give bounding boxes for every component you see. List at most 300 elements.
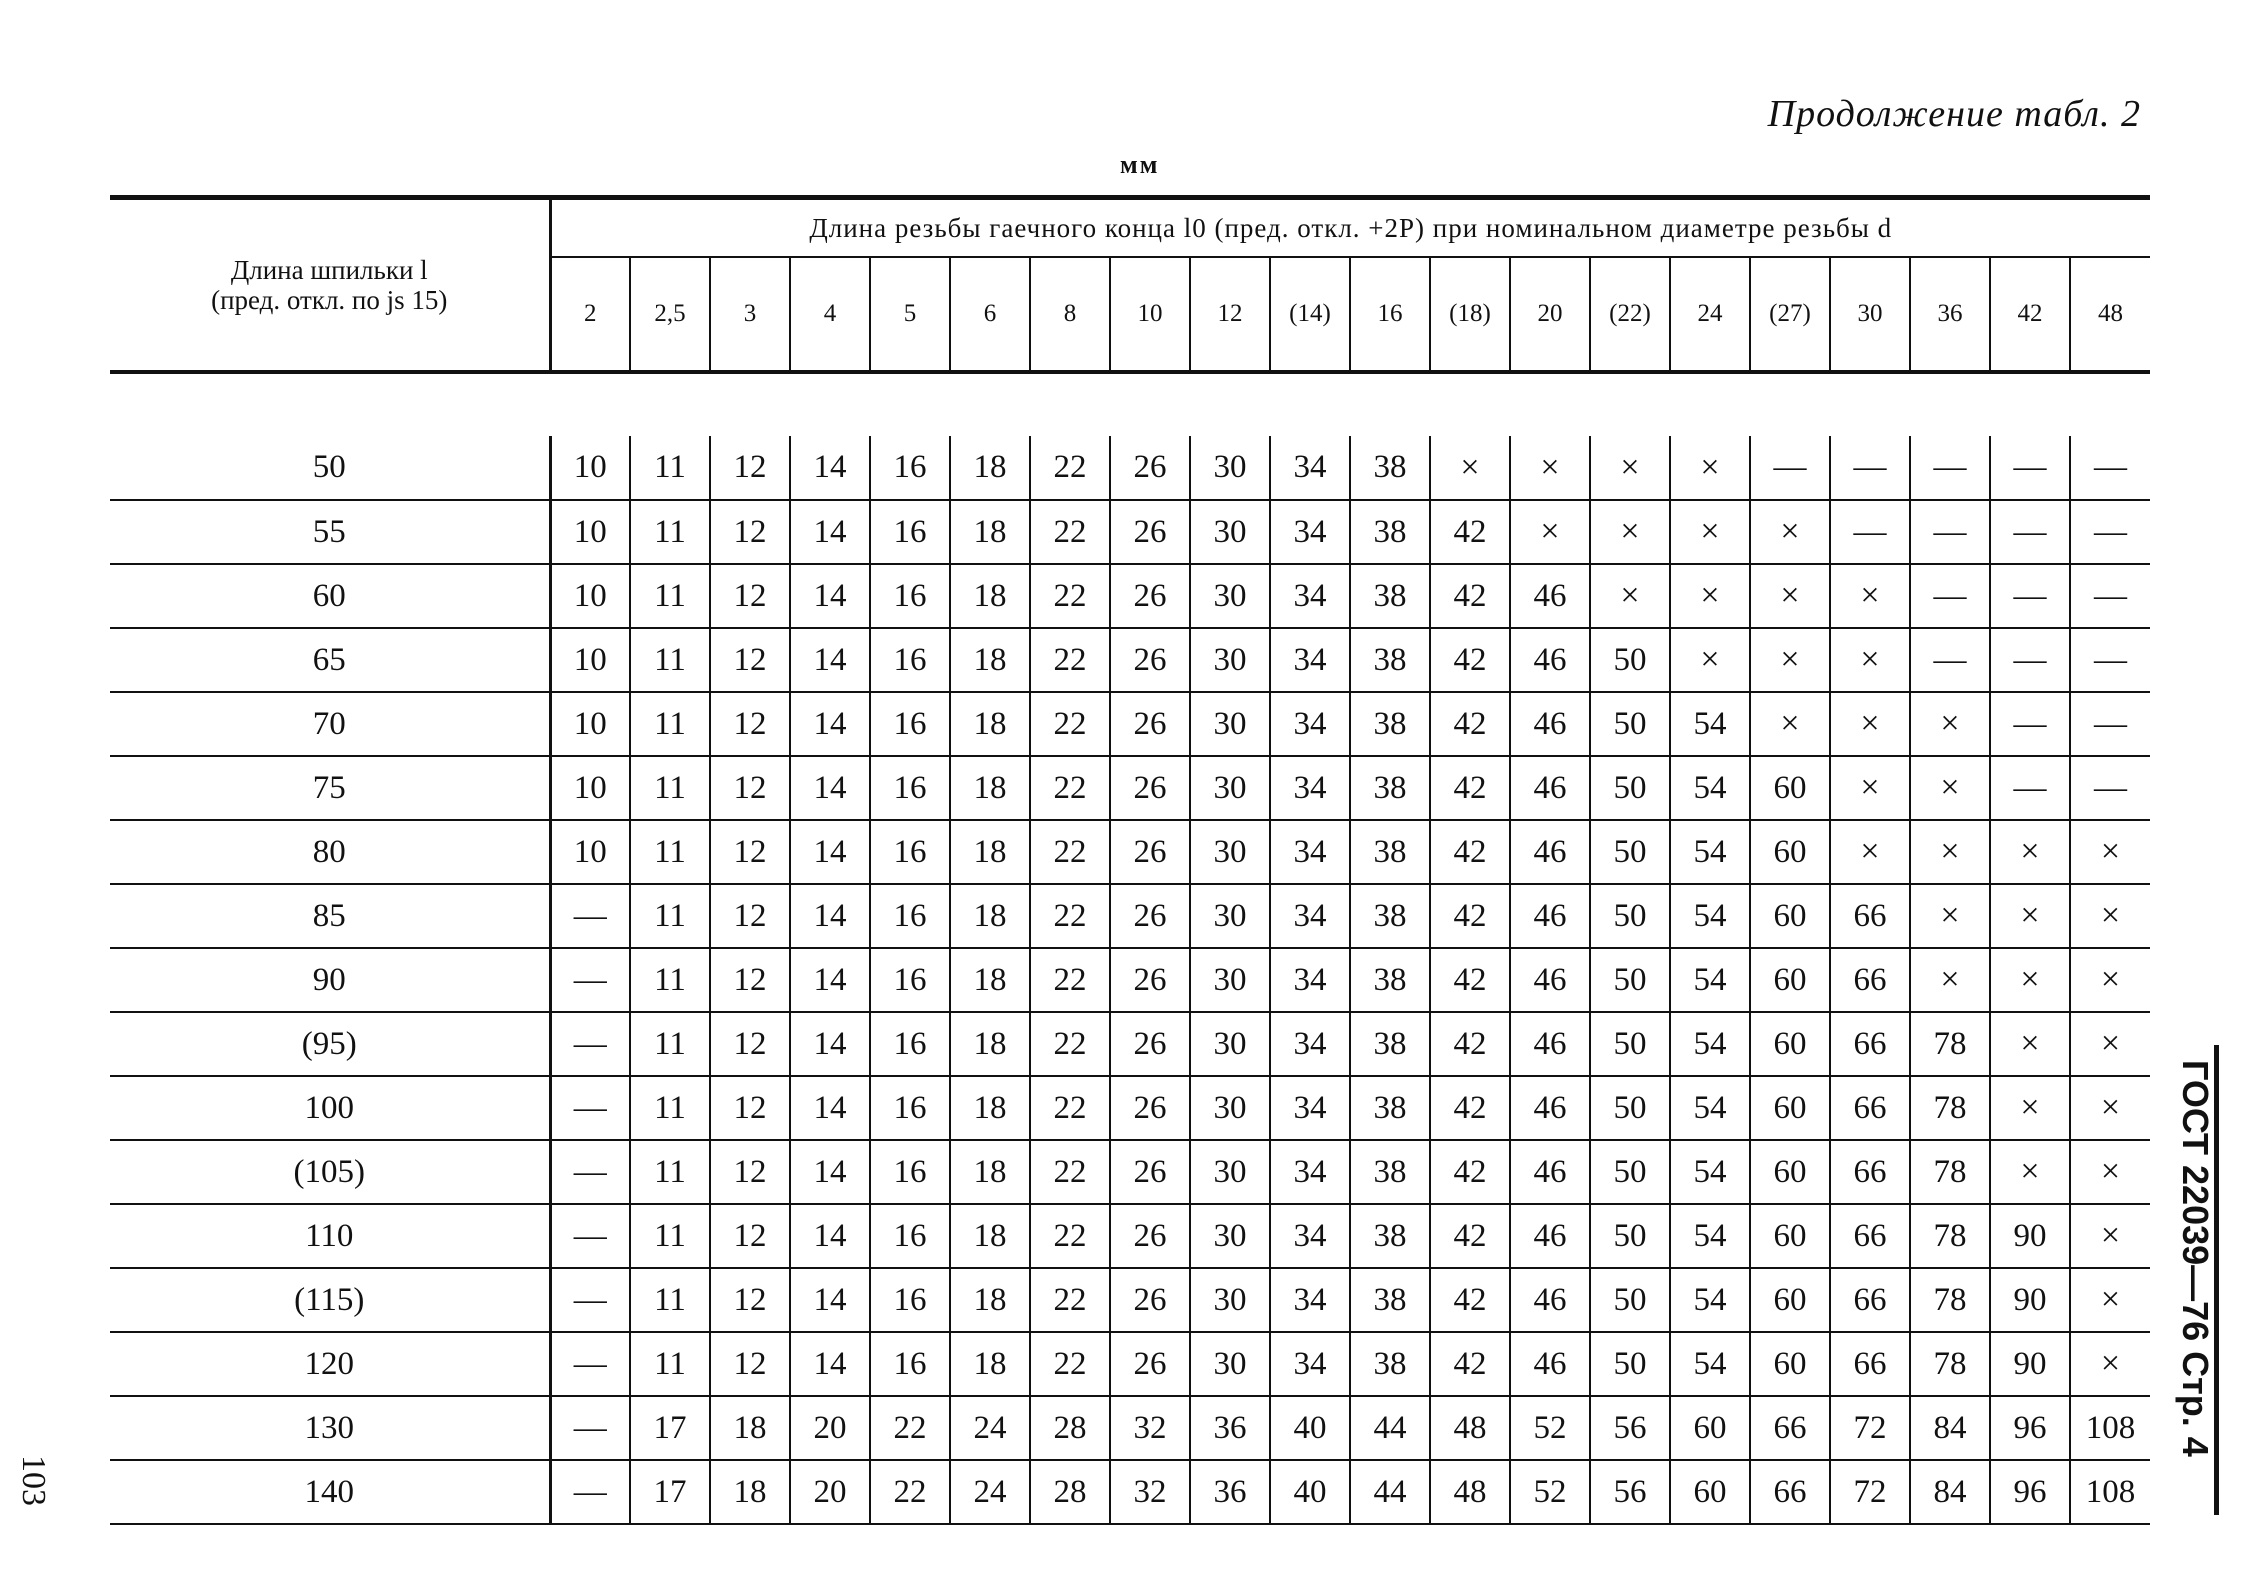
thread-length-cell: 42 xyxy=(1430,820,1510,884)
thread-length-cell: 38 xyxy=(1350,1204,1430,1268)
thread-length-cell: — xyxy=(1750,436,1830,500)
stud-length-cell: 140 xyxy=(110,1460,550,1524)
thread-length-cell: 34 xyxy=(1270,436,1350,500)
thread-length-cell: 50 xyxy=(1590,884,1670,948)
thread-length-cell: 14 xyxy=(790,436,870,500)
thread-length-cell: 26 xyxy=(1110,564,1190,628)
thread-length-cell: × xyxy=(1670,500,1750,564)
thread-length-cell: × xyxy=(1750,564,1830,628)
thread-length-cell: 18 xyxy=(950,500,1030,564)
thread-length-cell: 46 xyxy=(1510,948,1590,1012)
thread-length-cell: 18 xyxy=(950,1332,1030,1396)
thread-length-cell: 54 xyxy=(1670,1332,1750,1396)
diameter-header-cell: 12 xyxy=(1190,257,1270,372)
thread-length-cell: 26 xyxy=(1110,436,1190,500)
stud-length-cell: 55 xyxy=(110,500,550,564)
thread-length-cell: 12 xyxy=(710,1268,790,1332)
thread-length-cell: 26 xyxy=(1110,1012,1190,1076)
thread-length-cell: 18 xyxy=(950,628,1030,692)
thread-length-cell: 11 xyxy=(630,820,710,884)
table-row xyxy=(110,1268,2150,1332)
thread-length-cell: 66 xyxy=(1830,1204,1910,1268)
thread-length-cell: 90 xyxy=(1990,1268,2070,1332)
thread-length-cell: 54 xyxy=(1670,1204,1750,1268)
thread-length-cell: 48 xyxy=(1430,1396,1510,1460)
table-row xyxy=(110,1460,2150,1524)
diameter-header-cell: 2 xyxy=(550,257,630,372)
thread-length-cell: — xyxy=(1830,436,1910,500)
thread-length-cell: 46 xyxy=(1510,756,1590,820)
thread-length-cell: 12 xyxy=(710,1204,790,1268)
thread-length-cell: 11 xyxy=(630,1268,710,1332)
thread-length-cell: — xyxy=(1990,628,2070,692)
thread-length-cell: × xyxy=(1590,564,1670,628)
thread-length-cell: 48 xyxy=(1430,1460,1510,1524)
thread-length-cell: 38 xyxy=(1350,1268,1430,1332)
thread-length-cell: × xyxy=(2070,884,2150,948)
thread-length-cell: — xyxy=(1990,564,2070,628)
thread-length-cell: 22 xyxy=(1030,1076,1110,1140)
thread-length-cell: 46 xyxy=(1510,1012,1590,1076)
thread-length-cell: 14 xyxy=(790,1140,870,1204)
thread-length-cell: × xyxy=(1510,500,1590,564)
thread-length-cell: — xyxy=(550,1268,630,1332)
thread-length-cell: 60 xyxy=(1750,948,1830,1012)
thread-length-cell: 50 xyxy=(1590,1332,1670,1396)
thread-length-cell: 14 xyxy=(790,692,870,756)
thread-length-cell: × xyxy=(2070,820,2150,884)
thread-length-cell: × xyxy=(1670,436,1750,500)
stud-length-cell: 50 xyxy=(110,436,550,500)
thread-length-cell: 30 xyxy=(1190,1332,1270,1396)
thread-length-cell: 30 xyxy=(1190,436,1270,500)
thread-length-cell: × xyxy=(1510,436,1590,500)
thread-length-cell: 12 xyxy=(710,1140,790,1204)
thread-length-cell: 26 xyxy=(1110,692,1190,756)
thread-length-cell: 12 xyxy=(710,884,790,948)
thread-length-cell: 26 xyxy=(1110,1268,1190,1332)
thread-length-cell: 22 xyxy=(1030,1140,1110,1204)
stud-length-cell: 75 xyxy=(110,756,550,820)
thread-length-cell: 18 xyxy=(710,1396,790,1460)
thread-length-cell: 46 xyxy=(1510,628,1590,692)
thread-length-cell: — xyxy=(550,1012,630,1076)
thread-length-cell: 50 xyxy=(1590,1012,1670,1076)
thread-length-cell: 34 xyxy=(1270,1012,1350,1076)
thread-length-cell: 34 xyxy=(1270,1204,1350,1268)
thread-length-cell: 11 xyxy=(630,692,710,756)
thread-length-cell: 50 xyxy=(1590,1204,1670,1268)
thread-length-cell: 30 xyxy=(1190,820,1270,884)
thread-length-cell: — xyxy=(1910,500,1990,564)
stud-length-cell: 60 xyxy=(110,564,550,628)
thread-length-cell: × xyxy=(1750,500,1830,564)
table-continuation-heading: Продолжение табл. 2 xyxy=(1767,93,2141,135)
table-row xyxy=(110,948,2150,1012)
thread-length-cell: × xyxy=(1750,692,1830,756)
thread-length-cell: 54 xyxy=(1670,1012,1750,1076)
thread-length-cell: 96 xyxy=(1990,1460,2070,1524)
thread-length-cell: 34 xyxy=(1270,1076,1350,1140)
thread-length-cell: 46 xyxy=(1510,1204,1590,1268)
diameter-header-cell: 6 xyxy=(950,257,1030,372)
thread-length-cell: 26 xyxy=(1110,1332,1190,1396)
thread-length-cell: 60 xyxy=(1750,1268,1830,1332)
thread-length-cell: 14 xyxy=(790,628,870,692)
thread-length-cell: 22 xyxy=(870,1396,950,1460)
thread-length-cell: 18 xyxy=(950,756,1030,820)
thread-length-cell: 50 xyxy=(1590,948,1670,1012)
thread-length-cell: — xyxy=(1910,564,1990,628)
table-row xyxy=(110,1204,2150,1268)
thread-length-cell: 11 xyxy=(630,628,710,692)
thread-length-cell: 11 xyxy=(630,1140,710,1204)
thread-length-cell: 50 xyxy=(1590,1140,1670,1204)
thread-length-cell: 54 xyxy=(1670,1140,1750,1204)
diameter-header-cell: 24 xyxy=(1670,257,1750,372)
header-row-group xyxy=(110,198,2150,258)
thread-length-cell: 24 xyxy=(950,1460,1030,1524)
thread-length-cell: 90 xyxy=(1990,1332,2070,1396)
thread-length-cell: — xyxy=(550,1332,630,1396)
thread-length-cell: 22 xyxy=(1030,500,1110,564)
thread-length-cell: — xyxy=(550,1460,630,1524)
thread-length-cell: 11 xyxy=(630,884,710,948)
thread-length-cell: 42 xyxy=(1430,1012,1510,1076)
standard-side-label: ГОСТ 22039—76 Стр. 4 xyxy=(2175,1060,2216,1457)
thread-length-cell: 14 xyxy=(790,948,870,1012)
diameter-header-cell: 30 xyxy=(1830,257,1910,372)
thread-length-cell: 22 xyxy=(1030,948,1110,1012)
table-row xyxy=(110,436,2150,500)
thread-length-cell: — xyxy=(550,1396,630,1460)
thread-length-cell: 42 xyxy=(1430,628,1510,692)
thread-length-cell: 46 xyxy=(1510,564,1590,628)
thread-length-cell: 10 xyxy=(550,628,630,692)
thread-length-cell: 54 xyxy=(1670,948,1750,1012)
thread-length-cell: 38 xyxy=(1350,1012,1430,1076)
thread-length-cell: 108 xyxy=(2070,1460,2150,1524)
thread-length-cell: — xyxy=(1830,500,1910,564)
thread-length-cell: 90 xyxy=(1990,1204,2070,1268)
thread-length-cell: × xyxy=(2070,1332,2150,1396)
thread-length-cell: — xyxy=(550,1204,630,1268)
thread-length-cell: × xyxy=(1910,948,1990,1012)
stud-thread-length-table xyxy=(110,195,2150,1525)
thread-length-cell: 11 xyxy=(630,1012,710,1076)
thread-length-cell: 38 xyxy=(1350,1140,1430,1204)
thread-length-cell: 46 xyxy=(1510,1332,1590,1396)
stud-length-cell: 70 xyxy=(110,692,550,756)
thread-length-cell: 18 xyxy=(950,692,1030,756)
thread-length-cell: 26 xyxy=(1110,1140,1190,1204)
thread-length-cell: 30 xyxy=(1190,884,1270,948)
thread-length-cell: 32 xyxy=(1110,1460,1190,1524)
thread-length-cell: 36 xyxy=(1190,1396,1270,1460)
thread-length-cell: 12 xyxy=(710,500,790,564)
thread-length-cell: 78 xyxy=(1910,1268,1990,1332)
thread-length-cell: 14 xyxy=(790,500,870,564)
thread-length-cell: 22 xyxy=(1030,564,1110,628)
thread-length-cell: 38 xyxy=(1350,564,1430,628)
thread-length-cell: 14 xyxy=(790,1268,870,1332)
stud-length-header xyxy=(110,198,550,373)
thread-length-cell: 78 xyxy=(1910,1332,1990,1396)
thread-length-cell: 30 xyxy=(1190,756,1270,820)
thread-length-cell: 16 xyxy=(870,1332,950,1396)
thread-length-cell: — xyxy=(1990,500,2070,564)
thread-length-cell: 22 xyxy=(1030,436,1110,500)
thread-length-cell: — xyxy=(550,1076,630,1140)
thread-length-cell: — xyxy=(550,884,630,948)
thread-length-cell: × xyxy=(1830,756,1910,820)
thread-length-cell: 34 xyxy=(1270,500,1350,564)
stud-length-header-line2: (пред. откл. по js 15) xyxy=(211,285,448,315)
thread-length-cell: 108 xyxy=(2070,1396,2150,1460)
table-row xyxy=(110,820,2150,884)
thread-length-cell: × xyxy=(1590,436,1670,500)
thread-length-cell: 10 xyxy=(550,436,630,500)
table-row xyxy=(110,1076,2150,1140)
thread-length-cell: 22 xyxy=(1030,1268,1110,1332)
stud-length-header-line1: Длина шпильки l xyxy=(230,255,428,285)
diameter-header-cell: 5 xyxy=(870,257,950,372)
table-body xyxy=(110,372,2150,1524)
thread-length-cell: 38 xyxy=(1350,948,1430,1012)
thread-length-cell: 14 xyxy=(790,564,870,628)
stud-length-cell: 85 xyxy=(110,884,550,948)
stud-length-cell: (115) xyxy=(110,1268,550,1332)
thread-length-cell: 72 xyxy=(1830,1460,1910,1524)
thread-length-cell: 30 xyxy=(1190,692,1270,756)
thread-length-cell: × xyxy=(1990,1076,2070,1140)
thread-length-cell: × xyxy=(2070,1076,2150,1140)
thread-length-cell: 38 xyxy=(1350,436,1430,500)
thread-length-cell: 16 xyxy=(870,756,950,820)
thread-length-cell: 54 xyxy=(1670,1076,1750,1140)
thread-length-cell: × xyxy=(2070,948,2150,1012)
thread-length-cell: 20 xyxy=(790,1396,870,1460)
table-row xyxy=(110,756,2150,820)
thread-length-cell: × xyxy=(1830,628,1910,692)
thread-length-cell: 38 xyxy=(1350,756,1430,820)
thread-length-cell: — xyxy=(1990,436,2070,500)
stud-length-cell: 80 xyxy=(110,820,550,884)
thread-length-cell: 44 xyxy=(1350,1396,1430,1460)
thread-length-cell: — xyxy=(2070,500,2150,564)
thread-length-cell: 18 xyxy=(950,948,1030,1012)
thread-length-cell: 14 xyxy=(790,1076,870,1140)
thread-length-cell: 12 xyxy=(710,820,790,884)
thread-length-cell: 60 xyxy=(1750,1204,1830,1268)
thread-length-cell: × xyxy=(1990,820,2070,884)
thread-length-cell: 30 xyxy=(1190,500,1270,564)
thread-length-cell: — xyxy=(2070,564,2150,628)
diameter-header-cell: 8 xyxy=(1030,257,1110,372)
table-row xyxy=(110,884,2150,948)
thread-length-cell: 52 xyxy=(1510,1396,1590,1460)
thread-length-cell: 54 xyxy=(1670,692,1750,756)
thread-length-cell: × xyxy=(1910,756,1990,820)
thread-length-cell: 54 xyxy=(1670,884,1750,948)
diameter-header-cell: (18) xyxy=(1430,257,1510,372)
thread-length-cell: 34 xyxy=(1270,756,1350,820)
thread-length-cell: 26 xyxy=(1110,820,1190,884)
thread-length-cell: 20 xyxy=(790,1460,870,1524)
thread-length-cell: 34 xyxy=(1270,1268,1350,1332)
thread-length-cell: — xyxy=(1990,692,2070,756)
thread-length-cell: × xyxy=(1990,884,2070,948)
thread-length-cell: × xyxy=(2070,1140,2150,1204)
thread-length-cell: 16 xyxy=(870,1204,950,1268)
thread-length-cell: 56 xyxy=(1590,1396,1670,1460)
thread-length-cell: 28 xyxy=(1030,1460,1110,1524)
thread-length-cell: × xyxy=(1670,564,1750,628)
thread-length-cell: 10 xyxy=(550,500,630,564)
thread-length-cell: 96 xyxy=(1990,1396,2070,1460)
thread-length-cell: 42 xyxy=(1430,756,1510,820)
thread-length-cell: 12 xyxy=(710,436,790,500)
thread-length-cell: 34 xyxy=(1270,820,1350,884)
thread-length-cell: — xyxy=(1910,628,1990,692)
thread-length-cell: — xyxy=(2070,756,2150,820)
diameter-header-cell: (14) xyxy=(1270,257,1350,372)
thread-length-cell: 42 xyxy=(1430,1204,1510,1268)
stud-length-cell: (95) xyxy=(110,1012,550,1076)
thread-length-cell: 38 xyxy=(1350,692,1430,756)
thread-length-cell: 66 xyxy=(1830,884,1910,948)
thread-length-cell: 46 xyxy=(1510,1076,1590,1140)
thread-length-cell: 10 xyxy=(550,692,630,756)
thread-length-cell: 78 xyxy=(1910,1140,1990,1204)
thread-length-cell: 30 xyxy=(1190,1012,1270,1076)
thread-length-cell: 34 xyxy=(1270,564,1350,628)
thread-length-cell: × xyxy=(1670,628,1750,692)
thread-length-cell: 66 xyxy=(1830,1140,1910,1204)
thread-length-cell: 66 xyxy=(1830,1076,1910,1140)
thread-length-cell: × xyxy=(2070,1012,2150,1076)
thread-length-cell: 30 xyxy=(1190,1268,1270,1332)
stud-length-cell: (105) xyxy=(110,1140,550,1204)
table-row xyxy=(110,1140,2150,1204)
thread-length-cell: 16 xyxy=(870,820,950,884)
diameter-header-cell: 20 xyxy=(1510,257,1590,372)
thread-length-cell: 28 xyxy=(1030,1396,1110,1460)
table-row xyxy=(110,564,2150,628)
thread-length-cell: 52 xyxy=(1510,1460,1590,1524)
thread-length-cell: 10 xyxy=(550,564,630,628)
thread-length-cell: — xyxy=(2070,628,2150,692)
thread-length-cell: 60 xyxy=(1670,1396,1750,1460)
table-row xyxy=(110,628,2150,692)
thread-length-cell: 18 xyxy=(950,1012,1030,1076)
diameter-header-cell: 4 xyxy=(790,257,870,372)
thread-length-cell: 12 xyxy=(710,756,790,820)
thread-length-cell: 18 xyxy=(950,1204,1030,1268)
thread-length-cell: 78 xyxy=(1910,1204,1990,1268)
thread-length-cell: 42 xyxy=(1430,1076,1510,1140)
thread-length-cell: 84 xyxy=(1910,1460,1990,1524)
thread-length-cell: 14 xyxy=(790,884,870,948)
diameter-header-cell: 48 xyxy=(2070,257,2150,372)
thread-length-cell: — xyxy=(2070,692,2150,756)
thread-length-cell: 38 xyxy=(1350,1076,1430,1140)
thread-length-cell: 26 xyxy=(1110,500,1190,564)
thread-length-cell: 22 xyxy=(1030,1012,1110,1076)
thread-length-cell: 46 xyxy=(1510,692,1590,756)
thread-length-cell: 26 xyxy=(1110,756,1190,820)
thread-length-cell: 50 xyxy=(1590,1076,1670,1140)
thread-length-cell: 14 xyxy=(790,1332,870,1396)
thread-length-cell: 26 xyxy=(1110,1204,1190,1268)
thread-length-cell: 30 xyxy=(1190,1076,1270,1140)
thread-length-cell: 17 xyxy=(630,1460,710,1524)
thread-length-cell: 42 xyxy=(1430,1332,1510,1396)
thread-length-cell: 18 xyxy=(950,1268,1030,1332)
thread-length-cell: 11 xyxy=(630,756,710,820)
thread-length-cell: 42 xyxy=(1430,500,1510,564)
thread-length-cell: 18 xyxy=(950,884,1030,948)
thread-length-cell: 16 xyxy=(870,884,950,948)
thread-length-cell: 11 xyxy=(630,500,710,564)
diameter-header-cell: (22) xyxy=(1590,257,1670,372)
stud-length-cell: 90 xyxy=(110,948,550,1012)
thread-length-cell: 66 xyxy=(1830,1012,1910,1076)
thread-length-cell: × xyxy=(1750,628,1830,692)
thread-length-cell: 18 xyxy=(950,1140,1030,1204)
thread-length-cell: 40 xyxy=(1270,1460,1350,1524)
thread-length-cell: 36 xyxy=(1190,1460,1270,1524)
thread-length-cell: 42 xyxy=(1430,692,1510,756)
thread-length-cell: 78 xyxy=(1910,1012,1990,1076)
thread-length-cell: 12 xyxy=(710,1012,790,1076)
thread-length-cell: × xyxy=(1830,820,1910,884)
thread-length-cell: 60 xyxy=(1750,1076,1830,1140)
thread-length-cell: × xyxy=(2070,1268,2150,1332)
units-label: мм xyxy=(1120,150,1160,179)
thread-length-cell: 26 xyxy=(1110,628,1190,692)
thread-length-cell: 34 xyxy=(1270,628,1350,692)
thread-length-cell: 18 xyxy=(950,820,1030,884)
thread-length-cell: 30 xyxy=(1190,948,1270,1012)
thread-length-cell: 60 xyxy=(1750,1140,1830,1204)
thread-length-cell: 42 xyxy=(1430,884,1510,948)
thread-length-cell: 40 xyxy=(1270,1396,1350,1460)
thread-length-cell: 60 xyxy=(1670,1460,1750,1524)
thread-length-cell: 18 xyxy=(950,436,1030,500)
thread-length-cell: 11 xyxy=(630,1332,710,1396)
stud-length-cell: 65 xyxy=(110,628,550,692)
thread-length-cell: × xyxy=(1910,820,1990,884)
table-row xyxy=(110,1012,2150,1076)
stud-length-cell: 100 xyxy=(110,1076,550,1140)
thread-length-cell: 34 xyxy=(1270,1140,1350,1204)
thread-length-cell: 60 xyxy=(1750,1012,1830,1076)
thread-length-cell: 60 xyxy=(1750,884,1830,948)
thread-length-cell: 78 xyxy=(1910,1076,1990,1140)
thread-length-cell: 26 xyxy=(1110,1076,1190,1140)
thread-length-cell: 14 xyxy=(790,756,870,820)
stud-length-cell: 120 xyxy=(110,1332,550,1396)
thread-length-cell: × xyxy=(1990,948,2070,1012)
thread-length-cell: 34 xyxy=(1270,884,1350,948)
thread-length-cell: 16 xyxy=(870,564,950,628)
thread-length-cell: 54 xyxy=(1670,820,1750,884)
thread-length-cell: 22 xyxy=(1030,756,1110,820)
thread-length-cell: 14 xyxy=(790,1204,870,1268)
thread-length-cell: 16 xyxy=(870,692,950,756)
spacer-cell xyxy=(110,372,2150,436)
